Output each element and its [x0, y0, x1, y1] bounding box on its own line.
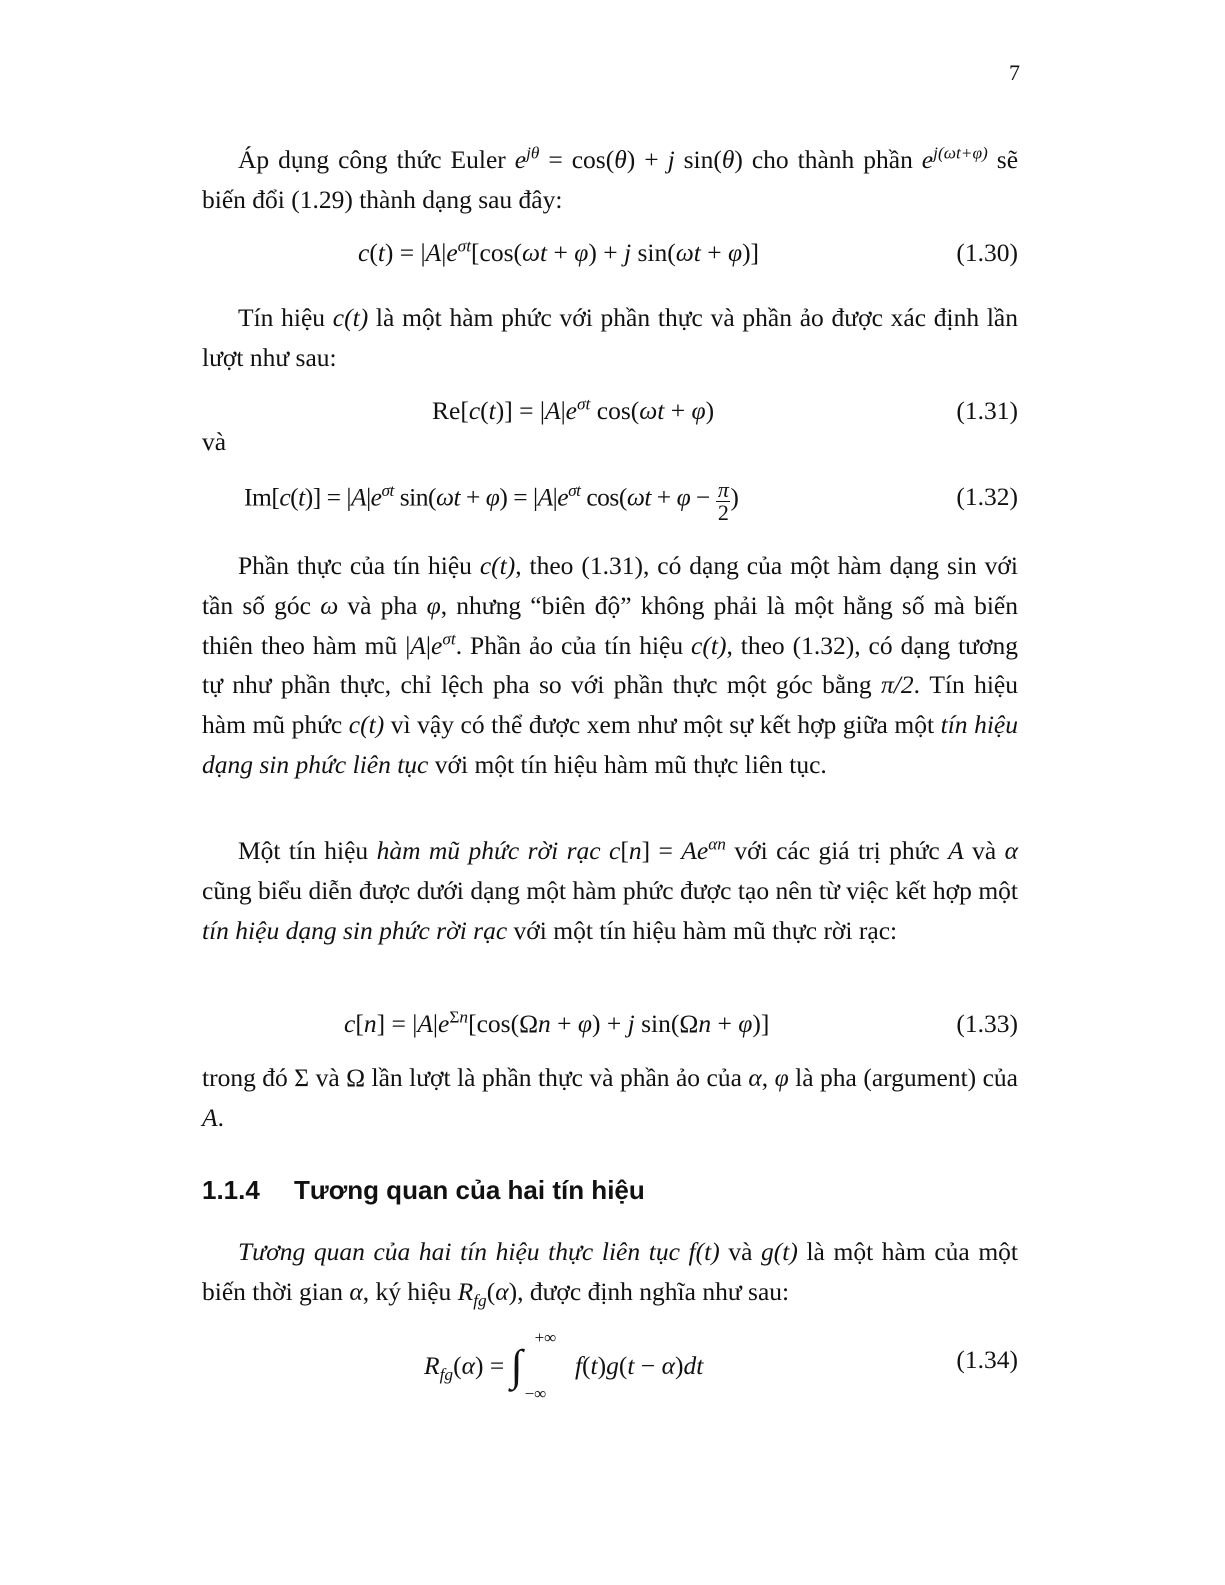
connector-text: và — [202, 427, 227, 456]
paragraph-discrete-exponential: Một tín hiệu hàm mũ phức rời rạc $c[n] = Ae^{\alpha n}$ với các giá trị phức A và α cũng biểu diễn được dưới dạng một hàm phức được tạo nên từ việc kết hợp một tín hiệu dạng sin phức rời rạc với một tín hiệu hàm mũ thực rời rạc: — [202, 834, 1018, 945]
emphasis-term: Tương quan của hai tín hiệu thực liên tục — [238, 1237, 680, 1266]
euler-formula: $e^{j\theta} = \cos(\theta) + j$ sin(θ) — [514, 143, 743, 174]
equation-number: (1.31) — [956, 396, 1018, 425]
paragraph-where: trong đó Σ và Ω lần lượt là phần thực và phần ảo của α, φ là pha (argument) của A. — [202, 1063, 1019, 1132]
equation-number: (1.32) — [956, 482, 1018, 511]
paragraph-real-imag: Tín hiệu c(t) là một hàm phức với phần thực và phần ảo được xác định lần lượt như sau: — [202, 303, 1018, 372]
page-number: 7 — [1009, 60, 1020, 85]
emphasis-term: tín hiệu dạng sin phức liên tục — [202, 710, 1018, 779]
emphasis-term: hàm mũ phức rời rạc — [376, 836, 601, 865]
equation-number: (1.33) — [956, 1009, 1018, 1038]
section-title: Tương quan của hai tín hiệu — [294, 1175, 645, 1205]
equation-1-33: $c[n] = |A|e^{\Sigma n}[\cos(\Omega n + \varphi) + j$ sin(Ωn + φ)] (1.33) — [202, 1004, 1018, 1044]
equation-1-30: $c(t) = |A|e^{\sigma t}[\cos(\omega t + \varphi) + j$ sin(ωt + φ)] (1.30) — [202, 233, 1018, 273]
euler-term: $e^{j(\omega t+\varphi)}$ — [921, 143, 988, 174]
equation-number: (1.30) — [956, 238, 1018, 267]
equation-1-32: $Im[c(t)] = |A|e^{\sigma t}$ $\sin(\omega t + \varphi) = |A|e^{\sigma t}$ cos(ωt + φ − $\frac{\pi}{2}$ ) (1.32) — [244, 477, 1018, 525]
paragraph-complex-exponential: Phần thực của tín hiệu c(t), theo (1.31), có dạng của một hàm dạng sin với tần số góc ω và pha φ, nhưng “biên độ” không phải là một hằng số mà biến thiên theo hàm mũ $|A|e^{\sigma t}$. Phần ảo của tín hiệu c(t), theo (1.32), có dạng tương tự như phần thực, chỉ lệch pha so với phần thực một góc bằng π/2. Tín hiệu hàm mũ phức c(t) vì vậy có thể được xem như một sự kết hợp giữa một tín hiệu dạng sin phức liên tục với một tín hiệu hàm mũ thực liên tục. — [202, 551, 1018, 779]
section-number: 1.1.4 — [202, 1175, 260, 1205]
equation-1-31: $Re[c(t)] = |A|e^{\sigma t}$ cos(ωt + φ) (1.31) — [202, 391, 1018, 431]
emphasis-term: tín hiệu dạng sin phức rời rạc — [202, 915, 508, 945]
equation-number: (1.34) — [956, 1345, 1018, 1374]
paragraph-correlation: Tương quan của hai tín hiệu thực liên tục f(t) và g(t) là một hàm của một biến thời gian α, ký hiệu $R_{fg}(\alpha)$, được định nghĩa như sau: — [202, 1237, 1019, 1310]
equation-1-34: $R_{fg}(\alpha)$ = ∫ +∞ −∞ f(t)g(t − α)dt (1.34) — [424, 1328, 1018, 1403]
section-heading — [202, 1175, 645, 1206]
paragraph-euler: Áp dụng công thức Euler $e^{j\theta} = \cos(\theta) + j$ sin(θ) cho thành phần $e^{j(\omega t+\varphi)}$ sẽ biến đổi (1.29) thành dạng sau đây: — [202, 143, 1019, 214]
